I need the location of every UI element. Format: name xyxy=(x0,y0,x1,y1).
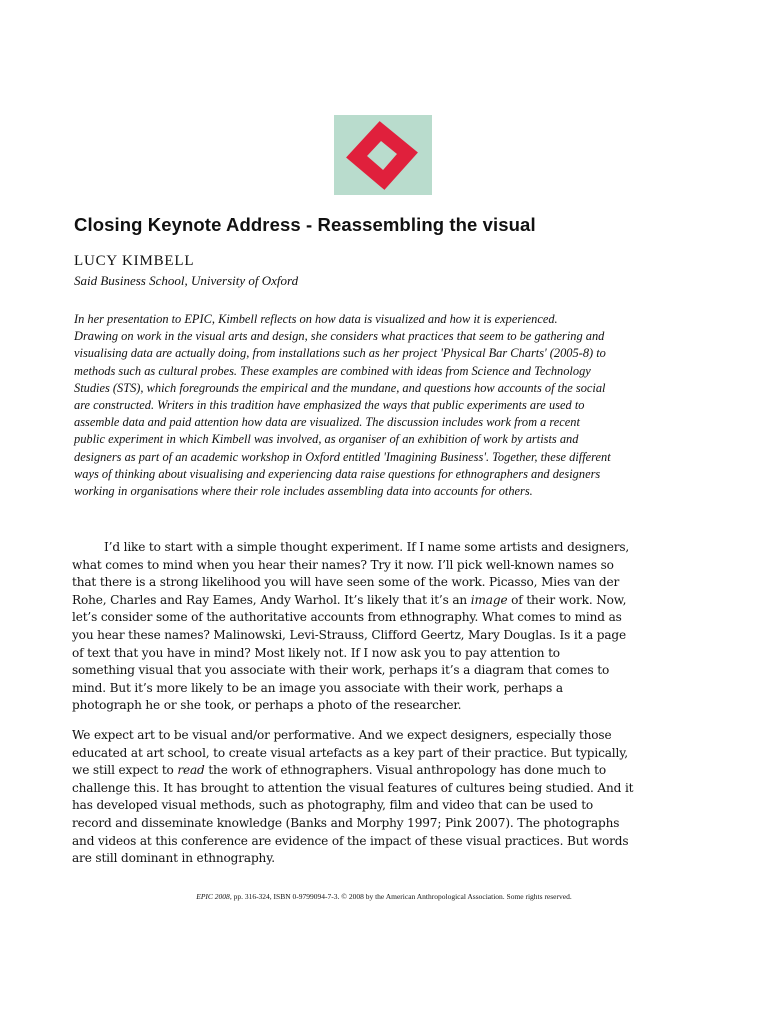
text-segment: we still expect to xyxy=(72,763,178,778)
paragraph-line xyxy=(72,592,702,610)
abstract-line: Studies (STS), which foregrounds the empirical and the mundane, and questions how accounts of the social xyxy=(74,380,606,395)
abstract-line: assemble data and paid attention how data are visualized. The discussion includes work from a recent xyxy=(74,415,580,430)
paragraph-line: something visual that you associate with their work, perhaps it’s a diagram that comes to xyxy=(72,663,610,678)
abstract-line: are constructed. Writers in this tradition have emphasized the ways that public experiments are used to xyxy=(74,398,585,413)
paragraph-line: challenge this. It has brought to attention the visual features of cultures being studied. And it xyxy=(72,780,634,795)
abstract-line: methods such as cultural probes. These examples are combined with ideas from Science and Technology xyxy=(74,363,591,378)
emphasis-text: read xyxy=(177,763,205,778)
abstract xyxy=(74,311,694,500)
text-segment: Rohe, Charles and Ray Eames, Andy Warhol. It’s likely that it’s an xyxy=(72,592,471,607)
paragraph-line: what comes to mind when you hear their names? Try it now. I’ll pick well-known names so xyxy=(72,557,614,572)
text-segment: the work of ethnographers. Visual anthropology has done much to xyxy=(204,763,606,778)
epic-logo xyxy=(334,115,432,195)
paragraph-line: has developed visual methods, such as photography, film and video that can be used to xyxy=(72,798,594,813)
author-affiliation: Said Business School, University of Oxford xyxy=(74,273,299,288)
paragraph-line xyxy=(72,762,702,780)
paragraph-line: that there is a strong likelihood you will have seen some of the work. Picasso, Mies van der xyxy=(72,575,620,590)
paragraph-line: photograph he or she took, or perhaps a photo of the researcher. xyxy=(72,698,462,713)
paragraph-line: and videos at this conference are evidence of the impact of these visual practices. But words xyxy=(72,833,629,848)
emphasis-text: image xyxy=(470,592,508,607)
paragraph-line: are still dominant in ethnography. xyxy=(72,851,275,866)
abstract-line: public experiment in which Kimbell was involved, as organiser of an exhibition of work by artists and xyxy=(74,432,579,447)
body-paragraph-2 xyxy=(72,727,702,868)
page-footer-citation xyxy=(0,892,768,901)
text-segment: of their work. Now, xyxy=(507,592,627,607)
abstract-line: visualising data are actually doing, from installations such as her project 'Physical Bar Charts' (2005-8) to xyxy=(74,346,606,361)
abstract-line: In her presentation to EPIC, Kimbell reflects on how data is visualized and how it is experienced. xyxy=(74,312,558,326)
footer-citation-text: , pp. 316-324, ISBN 0-9799094-7-3. © 2008 by the American Anthropological Association. Some rights reserved. xyxy=(229,892,572,901)
body-paragraph-1 xyxy=(72,539,702,715)
abstract-line: Drawing on work in the visual arts and design, she considers what practices that seem to be gathering and xyxy=(74,329,605,344)
red-square-frame-icon xyxy=(334,115,432,195)
paragraph-line: educated at art school, to create visual artefacts as a key part of their practice. But typically, xyxy=(72,745,628,760)
author-name: LUCY KIMBELL xyxy=(74,253,195,269)
abstract-line: working in organisations where their role includes assembling data into accounts for others. xyxy=(74,484,533,499)
page-title: Closing Keynote Address - Reassembling the visual xyxy=(74,214,536,235)
paragraph-line: mind. But it’s more likely to be an image you associate with their work, perhaps a xyxy=(72,680,563,695)
paragraph-line: of text that you have in mind? Most likely not. If I now ask you to pay attention to xyxy=(72,645,560,660)
paragraph-line: let’s consider some of the authoritative accounts from ethnography. What comes to mind as xyxy=(72,610,622,625)
footer-epic-label: EPIC 2008 xyxy=(196,892,230,901)
paragraph-line: record and disseminate knowledge (Banks and Morphy 1997; Pink 2007). The photographs xyxy=(72,815,620,830)
paragraph-line: We expect art to be visual and/or performative. And we expect designers, especially those xyxy=(72,728,612,742)
abstract-line: designers as part of an academic workshop in Oxford entitled 'Imagining Business'. Together, these different xyxy=(74,449,611,464)
paragraph-line: you hear these names? Malinowski, Levi-Strauss, Clifford Geertz, Mary Douglas. Is it a page xyxy=(72,627,626,642)
paragraph-line: I’d like to start with a simple thought experiment. If I name some artists and designers, xyxy=(104,540,630,554)
abstract-line: ways of thinking about visualising and experiencing data raise questions for ethnographers and designers xyxy=(74,466,601,481)
